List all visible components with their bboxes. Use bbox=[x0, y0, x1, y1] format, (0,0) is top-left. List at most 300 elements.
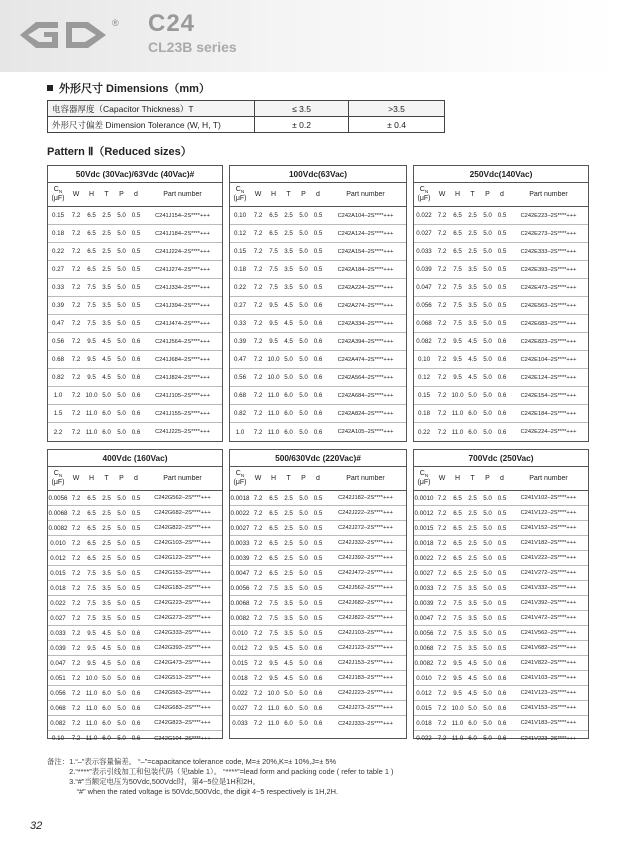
dimension-cell-p: 5.0 bbox=[483, 644, 492, 652]
dimension-cell-d: 0.5 bbox=[497, 599, 507, 607]
dimension-cell-t: 2.5 bbox=[284, 230, 293, 237]
capacitance-cell: 0.10 bbox=[233, 212, 247, 219]
capacitance-cell: 0.0010 bbox=[414, 494, 434, 502]
dimension-cell-d: 0.6 bbox=[497, 428, 507, 436]
dimension-cell-w: 7.2 bbox=[71, 644, 81, 652]
capacitance-cell: 1.5 bbox=[53, 410, 63, 417]
column-header-w: W bbox=[72, 191, 80, 198]
dimension-cell-t: 2.5 bbox=[468, 554, 477, 562]
bullet-square-icon bbox=[47, 85, 53, 91]
capacitance-cell: 0.018 bbox=[50, 584, 66, 592]
dimension-cell-d: 0.6 bbox=[497, 674, 507, 682]
part-number-cell: C242A184–2S****+++ bbox=[337, 266, 394, 273]
dimension-cell-h: 7.5 bbox=[269, 584, 278, 592]
dimension-cell-t: 2.5 bbox=[102, 212, 111, 219]
dimension-cell-w: 7.2 bbox=[71, 230, 81, 237]
dimension-cell-t: 6.0 bbox=[102, 735, 111, 742]
table-row bbox=[48, 536, 222, 551]
dimension-cell-t: 3.5 bbox=[468, 284, 477, 291]
dimension-cell-w: 7.2 bbox=[437, 569, 447, 577]
dimension-cell-t: 2.5 bbox=[284, 554, 293, 562]
part-number-cell: C242G333–2S****+++ bbox=[154, 630, 211, 636]
dimension-cell-t: 3.5 bbox=[284, 614, 293, 622]
capacitance-cell: 0.22 bbox=[233, 284, 247, 291]
part-number-cell: C241J684–2S****+++ bbox=[155, 356, 210, 363]
dimension-cell-d: 0.6 bbox=[131, 689, 141, 697]
dimension-cell-d: 0.6 bbox=[497, 410, 507, 417]
column-header-h: H bbox=[454, 191, 461, 198]
cn-symbol: C bbox=[53, 469, 59, 477]
dimension-cell-t: 2.5 bbox=[468, 494, 477, 502]
dimension-cell-d: 0.6 bbox=[313, 302, 323, 309]
capacitance-cell: 0.033 bbox=[232, 720, 248, 727]
dimension-cell-t: 2.5 bbox=[102, 509, 111, 517]
dimension-cell-w: 7.2 bbox=[253, 230, 263, 237]
table-row bbox=[48, 596, 222, 611]
part-number-cell: C242J273–2S****+++ bbox=[338, 705, 393, 711]
dimension-cell-w: 7.2 bbox=[437, 659, 447, 667]
dimension-cell-w: 7.2 bbox=[253, 629, 263, 637]
dimension-cell-w: 7.2 bbox=[437, 674, 447, 682]
part-number-cell: C241V272–2S****+++ bbox=[520, 570, 577, 576]
part-number-cell: C242G183–2S****+++ bbox=[154, 585, 211, 591]
dimension-cell-p: 5.0 bbox=[117, 392, 126, 399]
dimension-cell-w: 7.2 bbox=[71, 509, 81, 517]
dimension-cell-p: 5.0 bbox=[483, 704, 492, 712]
dimension-cell-t: 3.5 bbox=[284, 248, 293, 255]
part-number-cell: C242J153–2S****+++ bbox=[338, 660, 393, 666]
dimension-cell-p: 5.0 bbox=[299, 212, 308, 219]
part-number-cell: C242G822–2S****+++ bbox=[154, 525, 211, 531]
capacitance-cell: 0.0039 bbox=[414, 599, 434, 607]
table-row bbox=[48, 207, 222, 225]
part-number-cell: C242E154–2S****+++ bbox=[520, 392, 577, 399]
dimension-cell-t: 6.0 bbox=[284, 428, 293, 436]
table-row bbox=[414, 279, 588, 297]
capacitance-cell: 0.15 bbox=[51, 212, 65, 219]
column-header-part: Part number bbox=[163, 191, 202, 198]
dimension-cell-h: 7.5 bbox=[453, 302, 462, 309]
capacitance-header bbox=[48, 470, 68, 487]
part-number-cell: C242G563–2S****+++ bbox=[154, 690, 211, 696]
part-number-cell: C242G473–2S****+++ bbox=[154, 660, 211, 666]
dimension-cell-t: 3.5 bbox=[102, 569, 111, 577]
dimension-cell-h: 6.5 bbox=[269, 554, 278, 562]
table-row bbox=[48, 117, 445, 133]
part-number-cell: C242E563–2S****+++ bbox=[520, 302, 577, 309]
voltage-group bbox=[229, 165, 407, 442]
column-header-w: W bbox=[72, 475, 80, 482]
part-number-cell: C242E333–2S****+++ bbox=[520, 248, 577, 255]
part-number-cell: C242G153–2S****+++ bbox=[154, 570, 211, 576]
dimension-cell-d: 0.6 bbox=[131, 659, 141, 667]
table-row bbox=[48, 731, 222, 746]
dimension-cell-h: 10.0 bbox=[451, 704, 464, 712]
part-number-cell: C242G562–2S****+++ bbox=[154, 495, 211, 501]
table-row bbox=[230, 611, 406, 626]
dimension-cell-w: 7.2 bbox=[253, 248, 263, 255]
dimension-cell-t: 2.5 bbox=[468, 212, 477, 219]
dimension-cell-t: 6.0 bbox=[102, 410, 111, 417]
dimension-cell-t: 4.5 bbox=[102, 644, 111, 652]
dimension-cell-p: 5.0 bbox=[117, 599, 126, 607]
dimension-cell-h: 7.5 bbox=[269, 599, 278, 607]
column-header-part: Part number bbox=[346, 475, 385, 482]
dimension-cell-h: 6.5 bbox=[269, 509, 278, 517]
dimension-cell-h: 6.5 bbox=[453, 230, 462, 237]
table-row bbox=[414, 423, 588, 441]
dimension-cell-h: 7.5 bbox=[453, 266, 462, 273]
column-header-h: H bbox=[270, 475, 277, 482]
dimension-cell-p: 5.0 bbox=[483, 539, 492, 547]
dimension-cell-h: 6.5 bbox=[453, 524, 462, 532]
dimension-cell-h: 10.0 bbox=[267, 356, 280, 363]
table-row bbox=[230, 626, 406, 641]
table-row bbox=[230, 351, 406, 369]
dimension-cell-t: 4.5 bbox=[284, 302, 293, 309]
capacitance-cell: 0.0082 bbox=[414, 659, 434, 667]
dimension-cell-w: 7.2 bbox=[71, 356, 81, 363]
dimension-cell-t: 4.5 bbox=[468, 674, 477, 682]
dimension-cell-d: 0.5 bbox=[131, 539, 141, 547]
column-header-p: P bbox=[485, 475, 490, 482]
table-row bbox=[48, 243, 222, 261]
cn-subscript: N bbox=[424, 473, 429, 479]
dimension-cell-p: 5.0 bbox=[483, 509, 492, 517]
dimension-cell-p: 5.0 bbox=[299, 614, 308, 622]
cn-symbol: C bbox=[235, 185, 241, 193]
dimension-cell-h: 11.0 bbox=[85, 704, 98, 712]
dimension-cell-t: 5.0 bbox=[468, 392, 477, 399]
table-row bbox=[230, 225, 406, 243]
dimension-cell-w: 7.2 bbox=[253, 539, 263, 547]
group-title: 100Vdc(63Vac) bbox=[230, 166, 406, 183]
part-number-cell: C242J822–2S****+++ bbox=[338, 615, 393, 621]
dimension-cell-p: 5.0 bbox=[483, 284, 492, 291]
dimension-cell-w: 7.2 bbox=[437, 704, 447, 712]
dimension-cell-t: 6.0 bbox=[102, 719, 111, 727]
cn-unit: (μF) bbox=[417, 195, 431, 203]
group-box bbox=[47, 449, 223, 742]
dimension-cell-d: 0.5 bbox=[497, 302, 507, 309]
dimension-cell-t: 6.0 bbox=[284, 392, 293, 399]
dimension-cell-p: 5.0 bbox=[299, 266, 308, 273]
part-number-cell: C242G683–2S****+++ bbox=[154, 705, 211, 711]
capacitance-cell: 0.0068 bbox=[48, 509, 68, 517]
column-header-row bbox=[230, 467, 406, 491]
dimension-cell-p: 5.0 bbox=[117, 266, 126, 273]
part-number-cell: C242E104–2S****+++ bbox=[520, 356, 577, 363]
part-number-cell: C241J474–2S****+++ bbox=[155, 320, 210, 327]
dimension-value: >3.5 bbox=[349, 101, 445, 117]
dimension-cell-p: 5.0 bbox=[117, 554, 126, 562]
dimension-cell-w: 7.2 bbox=[437, 539, 447, 547]
table-row bbox=[414, 731, 588, 746]
capacitance-cell: 0.047 bbox=[416, 284, 432, 291]
capacitance-cell: 0.27 bbox=[51, 266, 65, 273]
table-row bbox=[414, 243, 588, 261]
dimension-cell-w: 7.2 bbox=[71, 374, 81, 381]
dimension-cell-t: 2.5 bbox=[102, 539, 111, 547]
dimension-cell-h: 11.0 bbox=[451, 410, 464, 417]
dimension-cell-t: 3.5 bbox=[468, 614, 477, 622]
dimension-cell-p: 5.0 bbox=[299, 320, 308, 327]
dimension-cell-w: 7.2 bbox=[71, 674, 81, 682]
cn-symbol: C bbox=[419, 469, 425, 477]
cn-unit: (μF) bbox=[417, 479, 431, 487]
table-row bbox=[230, 297, 406, 315]
dimension-cell-h: 7.5 bbox=[269, 629, 278, 637]
dimension-cell-h: 9.5 bbox=[453, 689, 462, 697]
dimension-cell-p: 5.0 bbox=[299, 569, 308, 577]
dimension-cell-t: 5.0 bbox=[102, 674, 111, 682]
dimension-cell-t: 2.5 bbox=[284, 539, 293, 547]
dimension-cell-w: 7.2 bbox=[437, 524, 447, 532]
dimension-cell-h: 9.5 bbox=[87, 629, 96, 637]
capacitance-cell: 0.012 bbox=[416, 689, 432, 697]
dimension-cell-d: 0.6 bbox=[313, 720, 323, 727]
dimension-cell-w: 7.2 bbox=[253, 320, 263, 327]
part-number-cell: C241J184–2S****+++ bbox=[155, 230, 210, 237]
dimension-cell-h: 11.0 bbox=[451, 428, 464, 436]
dimension-cell-w: 7.2 bbox=[71, 248, 81, 255]
dimension-cell-h: 6.5 bbox=[269, 494, 278, 502]
part-number-cell: C242A104–2S****+++ bbox=[337, 212, 394, 219]
dimension-cell-d: 0.6 bbox=[313, 410, 323, 417]
dimension-cell-d: 0.5 bbox=[313, 629, 323, 637]
dimension-cell-h: 6.5 bbox=[453, 248, 462, 255]
dimension-cell-h: 9.5 bbox=[87, 644, 96, 652]
dimension-cell-p: 5.0 bbox=[299, 629, 308, 637]
capacitance-cell: 0.039 bbox=[416, 266, 432, 273]
table-row bbox=[48, 686, 222, 701]
dimension-cell-t: 4.5 bbox=[468, 338, 477, 345]
note-line: “#” when the rated voltage is 50Vdc,500Vdc, the digit 4~5 respectively is 1H,2H. bbox=[47, 787, 339, 796]
dimension-cell-t: 3.5 bbox=[284, 629, 293, 637]
part-number-cell: C241J824–2S****+++ bbox=[155, 374, 210, 381]
dimension-cell-p: 5.0 bbox=[117, 719, 126, 727]
column-header-row bbox=[48, 183, 222, 207]
dimension-cell-d: 0.6 bbox=[131, 410, 141, 417]
dimension-cell-t: 3.5 bbox=[468, 599, 477, 607]
part-number-cell: C241V122–2S****+++ bbox=[520, 510, 577, 516]
dimension-cell-t: 6.0 bbox=[284, 410, 293, 417]
dimension-cell-t: 2.5 bbox=[102, 248, 111, 255]
dimension-cell-d: 0.5 bbox=[131, 266, 141, 273]
dimension-cell-t: 3.5 bbox=[468, 644, 477, 652]
part-number-cell: C241V562–2S****+++ bbox=[520, 630, 577, 636]
dimension-cell-w: 7.2 bbox=[253, 704, 263, 712]
dimension-cell-t: 2.5 bbox=[284, 494, 293, 502]
dimension-cell-w: 7.2 bbox=[253, 509, 263, 517]
part-number-cell: C241V472–2S****+++ bbox=[520, 615, 577, 621]
dimension-cell-d: 0.5 bbox=[131, 614, 141, 622]
dimension-cell-w: 7.2 bbox=[253, 374, 263, 381]
dimension-cell-p: 5.0 bbox=[117, 428, 126, 436]
capacitance-cell: 0.0022 bbox=[414, 554, 434, 562]
table-row bbox=[48, 369, 222, 387]
dimension-cell-p: 5.0 bbox=[483, 719, 492, 727]
dimension-cell-d: 0.6 bbox=[497, 356, 507, 363]
table-row bbox=[48, 101, 445, 117]
dimension-cell-h: 7.5 bbox=[269, 284, 278, 291]
dimension-cell-d: 0.5 bbox=[313, 266, 323, 273]
part-number-cell: C242G103–2S****+++ bbox=[154, 540, 211, 546]
dimension-cell-p: 5.0 bbox=[117, 704, 126, 712]
column-header-w: W bbox=[438, 475, 446, 482]
dimension-cell-w: 7.2 bbox=[253, 494, 263, 502]
dimension-cell-t: 4.5 bbox=[284, 674, 293, 682]
dimension-cell-w: 7.2 bbox=[437, 428, 447, 436]
capacitance-cell: 0.0015 bbox=[414, 524, 434, 532]
capacitance-header bbox=[230, 186, 250, 203]
dimension-cell-d: 0.6 bbox=[313, 689, 323, 697]
table-row bbox=[48, 315, 222, 333]
dimension-cell-d: 0.6 bbox=[497, 689, 507, 697]
capacitance-cell: 0.0027 bbox=[230, 524, 250, 532]
dimension-cell-w: 7.2 bbox=[437, 644, 447, 652]
cn-symbol: C bbox=[53, 185, 59, 193]
dimension-cell-h: 9.5 bbox=[269, 302, 278, 309]
part-number-cell: C242E473–2S****+++ bbox=[520, 284, 577, 291]
dimension-cell-t: 3.5 bbox=[468, 266, 477, 273]
capacitance-cell: 0.33 bbox=[51, 284, 65, 291]
capacitance-cell: 0.39 bbox=[51, 302, 65, 309]
dimension-cell-d: 0.5 bbox=[313, 584, 323, 592]
table-row bbox=[414, 405, 588, 423]
dimension-cell-d: 0.6 bbox=[313, 374, 323, 381]
dimension-cell-w: 7.2 bbox=[437, 719, 447, 727]
dimension-cell-t: 2.5 bbox=[102, 494, 111, 502]
part-number-cell: C242A334–2S****+++ bbox=[337, 320, 394, 327]
dimension-cell-h: 10.0 bbox=[451, 392, 464, 399]
dimension-cell-t: 2.5 bbox=[284, 569, 293, 577]
capacitance-cell: 0.0033 bbox=[230, 539, 250, 547]
dimension-cell-d: 0.5 bbox=[313, 509, 323, 517]
dimension-cell-d: 0.6 bbox=[497, 374, 507, 381]
cn-unit: (μF) bbox=[51, 479, 65, 487]
dimension-cell-h: 7.5 bbox=[87, 569, 96, 577]
capacitance-cell: 0.022 bbox=[416, 212, 432, 219]
table-row bbox=[414, 551, 588, 566]
dimension-cell-d: 0.5 bbox=[497, 539, 507, 547]
capacitance-cell: 0.015 bbox=[416, 704, 432, 712]
dimension-cell-h: 10.0 bbox=[267, 374, 280, 381]
table-row bbox=[414, 686, 588, 701]
dimension-cell-p: 5.0 bbox=[299, 704, 308, 712]
part-number-cell: C241J154–2S****+++ bbox=[155, 212, 210, 219]
dimension-cell-w: 7.2 bbox=[71, 266, 81, 273]
group-title: 250Vdc(140Vac) bbox=[414, 166, 588, 183]
dimension-cell-d: 0.6 bbox=[497, 338, 507, 345]
dimension-cell-t: 4.5 bbox=[102, 338, 111, 345]
table-row bbox=[48, 626, 222, 641]
dimension-cell-h: 6.5 bbox=[269, 524, 278, 532]
voltage-group bbox=[413, 449, 589, 742]
dimension-cell-p: 5.0 bbox=[299, 644, 308, 652]
table-row bbox=[48, 387, 222, 405]
dimension-cell-h: 11.0 bbox=[267, 392, 280, 399]
table-row bbox=[414, 521, 588, 536]
part-number-cell: C242E223–2S****+++ bbox=[520, 212, 577, 219]
part-number-cell: C241V822–2S****+++ bbox=[520, 660, 577, 666]
dimension-cell-d: 0.6 bbox=[131, 374, 141, 381]
dimension-cell-h: 7.5 bbox=[87, 302, 96, 309]
table-row bbox=[230, 405, 406, 423]
table-row bbox=[414, 641, 588, 656]
dimension-cell-p: 5.0 bbox=[117, 644, 126, 652]
dimension-cell-d: 0.6 bbox=[313, 674, 323, 682]
dimension-cell-d: 0.6 bbox=[313, 320, 323, 327]
capacitance-cell: 0.010 bbox=[50, 539, 66, 547]
part-number-cell: C241V102–2S****+++ bbox=[520, 495, 577, 501]
dimension-cell-d: 0.5 bbox=[131, 524, 141, 532]
dimension-cell-p: 5.0 bbox=[483, 392, 492, 399]
table-row bbox=[230, 387, 406, 405]
dimension-cell-p: 5.0 bbox=[117, 284, 126, 291]
dimension-cell-w: 7.2 bbox=[253, 356, 263, 363]
dimension-cell-w: 7.2 bbox=[71, 659, 81, 667]
part-number-cell: C242J562–2S****+++ bbox=[338, 585, 393, 591]
voltage-group bbox=[413, 165, 589, 442]
dimension-cell-w: 7.2 bbox=[253, 569, 263, 577]
dimension-cell-h: 7.5 bbox=[453, 614, 462, 622]
dimension-cell-d: 0.5 bbox=[313, 212, 323, 219]
dimension-cell-p: 5.0 bbox=[299, 584, 308, 592]
part-number-cell: C241J394–2S****+++ bbox=[155, 302, 210, 309]
table-row bbox=[414, 656, 588, 671]
table-row bbox=[230, 423, 406, 441]
group-title: 50Vdc (30Vac)/63Vdc (40Vac)# bbox=[48, 166, 222, 183]
part-number-cell: C242J332–2S****+++ bbox=[338, 540, 393, 546]
capacitance-cell: 0.082 bbox=[50, 719, 66, 727]
dimension-cell-d: 0.6 bbox=[131, 338, 141, 345]
dimension-cell-p: 5.0 bbox=[117, 230, 126, 237]
part-number-cell: C242E823–2S****+++ bbox=[520, 338, 577, 345]
dimension-cell-p: 5.0 bbox=[483, 614, 492, 622]
dimension-cell-p: 5.0 bbox=[483, 735, 492, 742]
dimension-cell-w: 7.2 bbox=[71, 284, 81, 291]
series-subtitle: CL23B series bbox=[148, 39, 237, 55]
part-number-cell: C242J472–2S****+++ bbox=[338, 570, 393, 576]
dimension-cell-p: 5.0 bbox=[483, 374, 492, 381]
table-row bbox=[414, 261, 588, 279]
dimension-cell-t: 3.5 bbox=[102, 599, 111, 607]
dimension-cell-p: 5.0 bbox=[483, 410, 492, 417]
part-number-cell: C241J334–2S****+++ bbox=[155, 284, 210, 291]
dimension-cell-d: 0.5 bbox=[497, 284, 507, 291]
dimension-cell-d: 0.5 bbox=[313, 230, 323, 237]
dimension-cell-p: 5.0 bbox=[117, 320, 126, 327]
table-row bbox=[414, 611, 588, 626]
dimension-cell-h: 7.5 bbox=[453, 644, 462, 652]
part-number-cell: C242A105–2S****+++ bbox=[337, 429, 394, 435]
dimension-cell-p: 5.0 bbox=[117, 356, 126, 363]
part-number-cell: C242A154–2S****+++ bbox=[337, 248, 394, 255]
dimension-cell-p: 5.0 bbox=[299, 539, 308, 547]
dimension-cell-t: 3.5 bbox=[468, 320, 477, 327]
table-row bbox=[414, 536, 588, 551]
dimension-cell-t: 3.5 bbox=[102, 284, 111, 291]
dimension-cell-t: 2.5 bbox=[102, 524, 111, 532]
capacitance-cell: 0.0018 bbox=[414, 539, 434, 547]
table-row bbox=[48, 279, 222, 297]
cn-symbol: C bbox=[419, 185, 425, 193]
table-row bbox=[48, 351, 222, 369]
dimension-cell-t: 6.0 bbox=[102, 689, 111, 697]
capacitance-cell: 0.018 bbox=[232, 674, 248, 682]
dimension-cell-h: 11.0 bbox=[85, 410, 98, 417]
